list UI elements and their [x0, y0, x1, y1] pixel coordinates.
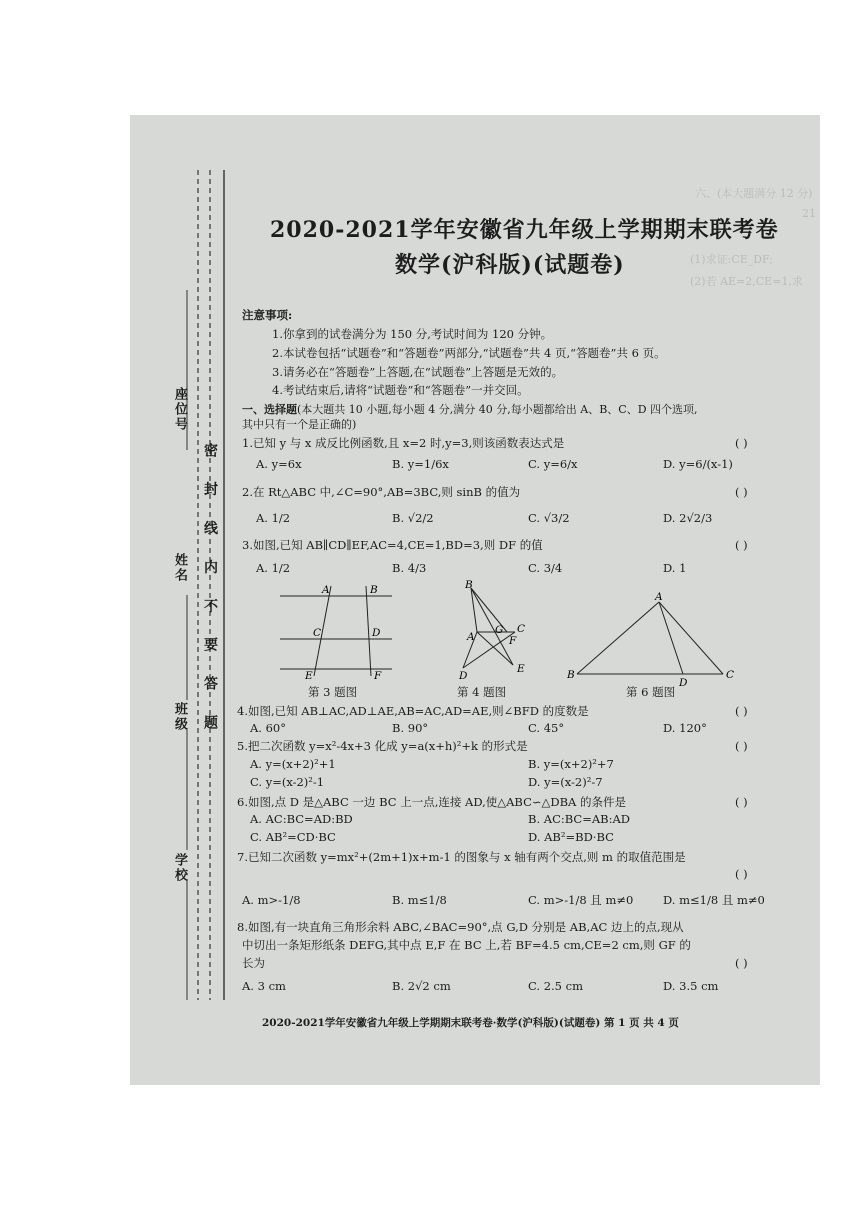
section-intro — [242, 403, 698, 417]
q2-option-d: D. 2√2/3 — [663, 511, 713, 525]
answer-paren: ( ) — [735, 436, 748, 450]
seal-line-text: 密 封 线 内 不 要 答 题 — [202, 443, 218, 740]
section-desc: (本大题共 10 小题,每小题 4 分,满分 40 分,每小题都给出 A、B、C、D 四个选项, — [297, 403, 698, 416]
class-label: 班级 — [172, 702, 187, 732]
label-c: C — [517, 623, 526, 635]
q8-stem-line-2: 中切出一条矩形纸条 DEFG,其中点 E,F 在 BC 上,若 BF=4.5 cm,CE=2 cm,则 GF 的 — [242, 938, 691, 952]
figure-4-caption: 第 4 题图 — [457, 685, 507, 699]
q6-stem: 6.如图,点 D 是△ABC 一边 BC 上一点,连接 AD,使△ABC∽△DBA 的条件是 — [237, 795, 627, 809]
q6-option-b: B. AC:BC=AB:AD — [528, 812, 630, 826]
label-d: D — [372, 627, 381, 639]
q3-option-b: B. 4/3 — [392, 561, 427, 575]
label-f: F — [509, 635, 517, 647]
label-a: A — [322, 584, 330, 596]
q5-option-a: A. y=(x+2)²+1 — [250, 757, 336, 771]
figure-6 — [565, 590, 745, 689]
q2-option-b: B. √2/2 — [392, 511, 434, 525]
label-e: E — [305, 670, 313, 682]
q7-option-a: A. m>-1/8 — [242, 893, 301, 907]
answer-paren: ( ) — [735, 795, 748, 809]
label-d: D — [459, 670, 468, 682]
answer-paren: ( ) — [735, 538, 748, 552]
q1-option-d: D. y=6/(x-1) — [663, 457, 733, 471]
q8-option-a: A. 3 cm — [242, 979, 286, 993]
q4-stem: 4.如图,已知 AB⊥AC,AD⊥AE,AB=AC,AD=AE,则∠BFD 的度数是 — [237, 704, 589, 718]
q7-option-d: D. m≤1/8 且 m≠0 — [663, 893, 765, 907]
figure-6-caption: 第 6 题图 — [626, 685, 676, 699]
label-a: A — [467, 631, 475, 643]
answer-paren: ( ) — [735, 956, 748, 970]
label-a: A — [655, 591, 663, 603]
notice-item: 4.考试结束后,请将“试题卷”和“答题卷”一并交回。 — [272, 383, 529, 397]
q4-option-c: C. 45° — [528, 721, 565, 735]
label-b: B — [370, 584, 378, 596]
bleed-text-3: (1)求证:CE_DF; — [690, 253, 773, 266]
label-f: F — [374, 670, 382, 682]
answer-paren: ( ) — [735, 704, 748, 718]
q8-stem-line-1: 8.如图,有一块直角三角形余料 ABC,∠BAC=90°,点 G,D 分别是 AB,AC 边上的点,现从 — [237, 920, 684, 934]
q4-option-d: D. 120° — [663, 721, 707, 735]
bleed-text-2: 21 — [802, 207, 816, 220]
q5-option-c: C. y=(x-2)²-1 — [250, 775, 325, 789]
q2-option-a: A. 1/2 — [256, 511, 291, 525]
q7-option-b: B. m≤1/8 — [392, 893, 447, 907]
q8-option-c: C. 2.5 cm — [528, 979, 583, 993]
bleed-text-4: (2)若 AE=2,CE=1,求 — [690, 275, 803, 288]
q3-option-a: A. 1/2 — [256, 561, 291, 575]
binding-lines — [130, 115, 250, 1015]
q7-stem: 7.已知二次函数 y=mx²+(2m+1)x+m-1 的图象与 x 轴有两个交点,则 m 的取值范围是 — [237, 850, 686, 864]
section-heading: 一、选择题 — [242, 403, 297, 416]
q5-option-d: D. y=(x-2)²-7 — [528, 775, 603, 789]
page-footer: 2020-2021学年安徽省九年级上学期期末联考卷·数学(沪科版)(试题卷) 第 1 页 共 4 页 — [262, 1017, 679, 1029]
q1-option-c: C. y=6/x — [528, 457, 578, 471]
label-b: B — [465, 579, 473, 591]
q1-option-b: B. y=1/6x — [392, 457, 449, 471]
q7-option-c: C. m>-1/8 且 m≠0 — [528, 893, 634, 907]
q4-option-b: B. 90° — [392, 721, 429, 735]
q5-option-b: B. y=(x+2)²+7 — [528, 757, 614, 771]
q3-option-d: D. 1 — [663, 561, 687, 575]
bleed-text-1: 六、(本大题满分 12 分) — [695, 187, 813, 200]
q4-option-a: A. 60° — [250, 721, 286, 735]
label-c: C — [313, 627, 322, 639]
label-b: B — [567, 669, 575, 681]
answer-paren: ( ) — [735, 739, 748, 753]
q8-stem-line-3: 长为 — [242, 956, 265, 970]
label-d: D — [679, 677, 688, 689]
q3-option-c: C. 3/4 — [528, 561, 563, 575]
figure-3-caption: 第 3 题图 — [308, 685, 358, 699]
name-label: 姓名 — [172, 553, 187, 583]
school-label: 学校 — [172, 853, 187, 883]
q3-stem: 3.如图,已知 AB∥CD∥EF,AC=4,CE=1,BD=3,则 DF 的值 — [242, 538, 543, 552]
answer-paren: ( ) — [735, 485, 748, 499]
q8-option-d: D. 3.5 cm — [663, 979, 719, 993]
q1-option-a: A. y=6x — [256, 457, 302, 471]
label-g: G — [495, 624, 504, 636]
q2-option-c: C. √3/2 — [528, 511, 570, 525]
exam-sheet — [130, 115, 820, 1085]
exam-subtitle: 数学(沪科版)(试题卷) — [395, 252, 625, 278]
notice-item: 1.你拿到的试卷满分为 150 分,考试时间为 120 分钟。 — [272, 327, 553, 341]
figure-4 — [455, 580, 545, 680]
label-e: E — [517, 663, 525, 675]
q6-option-d: D. AB²=BD·BC — [528, 830, 614, 844]
q8-option-b: B. 2√2 cm — [392, 979, 451, 993]
q6-option-c: C. AB²=CD·BC — [250, 830, 336, 844]
figure-3 — [270, 580, 400, 680]
label-c: C — [726, 669, 735, 681]
seat-label: 座位号 — [172, 387, 187, 432]
exam-title: 2020-2021学年安徽省九年级上学期期末联考卷 — [270, 217, 779, 243]
notice-heading: 注意事项: — [242, 308, 293, 322]
notice-item: 2.本试卷包括“试题卷”和“答题卷”两部分,“试题卷”共 4 页,“答题卷”共 6 页。 — [272, 346, 666, 360]
answer-paren: ( ) — [735, 867, 748, 881]
q5-stem: 5.把二次函数 y=x²-4x+3 化成 y=a(x+h)²+k 的形式是 — [237, 739, 528, 753]
q2-stem: 2.在 Rt△ABC 中,∠C=90°,AB=3BC,则 sinB 的值为 — [242, 485, 521, 499]
section-desc-2: 其中只有一个是正确的) — [242, 418, 357, 431]
notice-item: 3.请务必在“答题卷”上答题,在“试题卷”上答题是无效的。 — [272, 365, 564, 379]
q6-option-a: A. AC:BC=AD:BD — [250, 812, 353, 826]
q1-stem: 1.已知 y 与 x 成反比例函数,且 x=2 时,y=3,则该函数表达式是 — [242, 436, 565, 450]
